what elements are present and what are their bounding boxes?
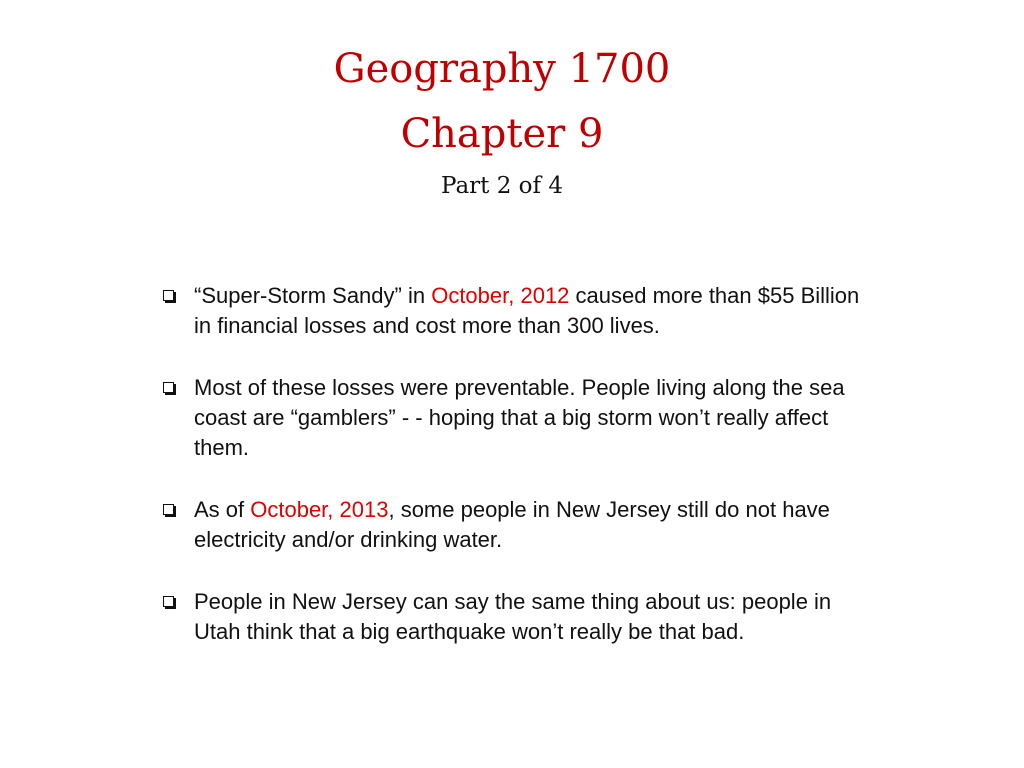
bullet-item-sandy bbox=[160, 281, 875, 341]
bullet-item-preventable bbox=[160, 373, 875, 463]
checkbox-bullet-icon bbox=[163, 504, 174, 515]
bullet-text: Most of these losses were preventable. People living along the sea coast are “gamblers” - - hoping that a big storm won’t really affect them. bbox=[194, 375, 845, 460]
bullet-text: “Super-Storm Sandy” in bbox=[194, 283, 432, 308]
chapter-title: Chapter 9 bbox=[400, 111, 604, 157]
bullet-item-utah bbox=[160, 587, 875, 647]
slide-title: Geography 1700 bbox=[333, 46, 671, 92]
bullet-text: As of bbox=[194, 497, 251, 522]
bullet-text: caused more than $55 Billion in financial losses and cost more than 300 lives. bbox=[194, 283, 860, 338]
bullet-list bbox=[160, 281, 875, 647]
highlighted-date: October, 2012 bbox=[431, 283, 570, 308]
bullet-item-new-jersey bbox=[160, 495, 875, 555]
checkbox-bullet-icon bbox=[163, 290, 174, 301]
checkbox-bullet-icon bbox=[163, 382, 174, 393]
part-subtitle: Part 2 of 4 bbox=[441, 173, 563, 199]
bullet-text: People in New Jersey can say the same thing about us: people in Utah think that a big earthquake won’t really be that bad. bbox=[194, 589, 832, 644]
bullet-text: , some people in New Jersey still do not have electricity and/or drinking water. bbox=[194, 497, 830, 552]
highlighted-date: October, 2013 bbox=[250, 497, 389, 522]
checkbox-bullet-icon bbox=[163, 596, 174, 607]
